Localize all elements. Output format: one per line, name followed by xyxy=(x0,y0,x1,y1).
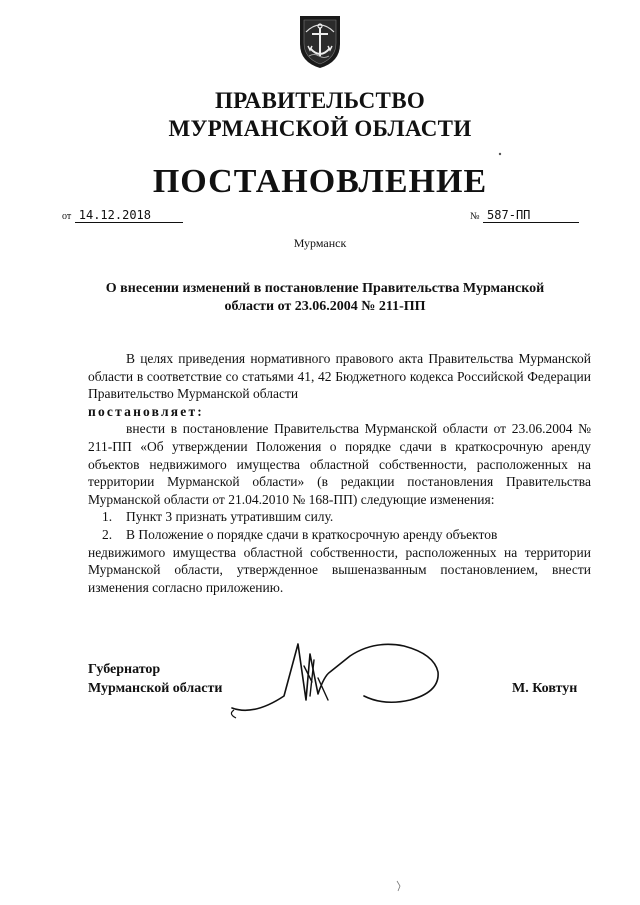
list-item xyxy=(88,526,591,544)
main-paragraph: внести в постановление Правительства Мурманской области от 23.06.2004 № 211-ПП «Об утверждении Положения о порядке сдачи в краткосрочную аренду объектов недвижимого имущества областной собственности, расположенных на территории Мурманской области» (в редакции постановления Правительства Мурманской области от 21.04.2010 № 168-ПП) следующие изменения: xyxy=(88,421,591,507)
org-name-line1: ПРАВИТЕЛЬСТВО xyxy=(214,88,426,113)
document-date xyxy=(62,208,183,224)
document-subject xyxy=(90,280,560,316)
coat-of-arms-icon xyxy=(296,14,344,70)
number-prefix: № xyxy=(470,211,480,222)
date-prefix: от xyxy=(62,211,72,222)
document-body xyxy=(88,350,591,596)
document-number xyxy=(470,208,579,224)
preamble-paragraph: В целях приведения нормативного правового акта Правительства Мурманской области в соответствие со статьями 41, 42 Бюджетного кодекса Российской Федерации Правительство Мурманской области xyxy=(88,351,591,402)
list-item-text-first-line: В Положение о порядке сдачи в краткосрочную аренду объектов xyxy=(126,526,498,542)
signatory-position xyxy=(88,660,222,698)
list-item-text-continued: недвижимого имущества областной собственности, расположенных на территории Мурманской области, утвержденное вышеназванным постановлением, внести изменения согласно приложению. xyxy=(88,544,591,595)
date-value: 14.12.2018 xyxy=(75,208,183,223)
resolves-word: постановляет: xyxy=(88,403,204,419)
list-item-text: Пункт 3 признать утратившим силу. xyxy=(126,509,334,525)
number-value: 587-ПП xyxy=(483,208,579,223)
subject-line1: О внесении изменений в постановление Правительства Мурманской xyxy=(105,281,545,296)
list-item-number: 1. xyxy=(101,509,113,525)
signatory-position-line1: Губернатор xyxy=(88,662,161,677)
subject-line2: области от 23.06.2004 № 211-ПП xyxy=(224,299,426,314)
scan-speck-icon xyxy=(496,150,504,158)
document-type-title: ПОСТАНОВЛЕНИЕ xyxy=(152,163,488,200)
city-name: Мурманск xyxy=(293,236,347,250)
list-item xyxy=(88,508,591,526)
list-item-number: 2. xyxy=(101,526,113,542)
signatory-name: М. Ковтун xyxy=(512,681,578,696)
signatory-position-line2: Мурманской области xyxy=(88,681,223,696)
scan-speck-icon xyxy=(394,880,404,892)
handwritten-signature-icon xyxy=(214,636,444,726)
org-name-line2: МУРМАНСКОЙ ОБЛАСТИ xyxy=(168,116,472,141)
